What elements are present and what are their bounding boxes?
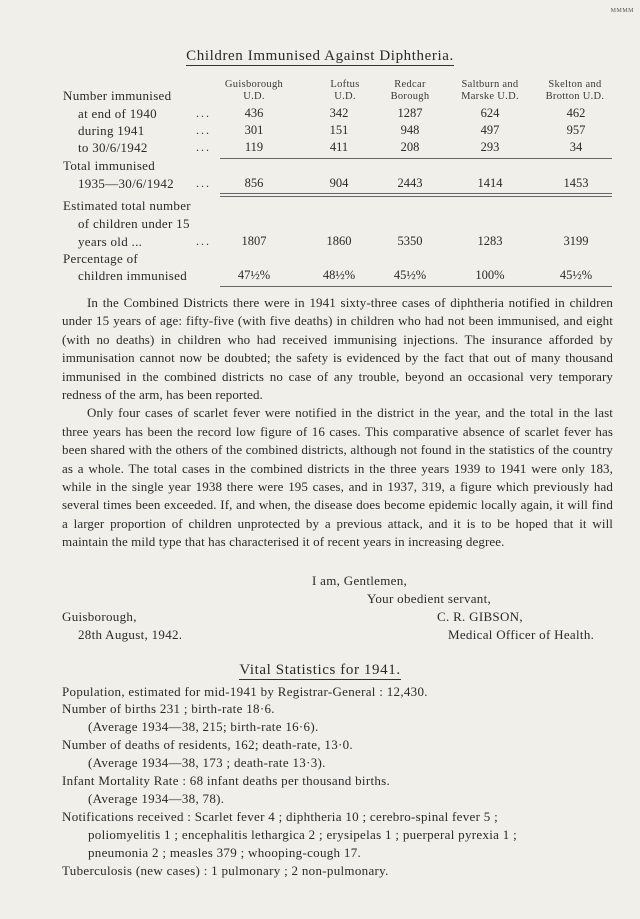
table-cell: 5350 bbox=[397, 234, 423, 248]
table-cell: 208 bbox=[400, 140, 420, 154]
row-dots: ... bbox=[196, 106, 211, 120]
estimated-label-3: years old ... bbox=[78, 234, 143, 249]
table-cell: 342 bbox=[329, 106, 349, 120]
signoff-servant: Your obedient servant, bbox=[367, 591, 492, 606]
table-cell: 3199 bbox=[563, 234, 589, 248]
table-cell: 2443 bbox=[397, 176, 423, 190]
row-dots: ... bbox=[196, 140, 211, 154]
col-header-skelton: Skelton and Brotton U.D. bbox=[545, 79, 605, 102]
row-label-1942: to 30/6/1942 bbox=[78, 140, 148, 155]
table-cell: 1807 bbox=[241, 234, 267, 248]
vital-line: (Average 1934—38, 215; birth-rate 16·6). bbox=[88, 719, 319, 734]
vital-line: (Average 1934—38, 78). bbox=[88, 791, 225, 806]
signoff-title: Medical Officer of Health. bbox=[448, 627, 595, 642]
table-cell: 151 bbox=[329, 123, 349, 137]
table-cell: 462 bbox=[566, 106, 586, 120]
signoff-place: Guisborough, bbox=[62, 609, 137, 624]
vital-line: Number of deaths of residents, 162; death-rate, 13·0. bbox=[62, 737, 353, 752]
row-dots: ... bbox=[196, 176, 211, 190]
row-label-1940: at end of 1940 bbox=[78, 106, 157, 121]
col-header-saltburn: Saltburn and Marske U.D. bbox=[461, 79, 519, 102]
table-cell: 1287 bbox=[397, 106, 423, 120]
row-header: Number immunised bbox=[63, 88, 172, 103]
table-cell: 45½% bbox=[559, 268, 593, 282]
table-cell: 100% bbox=[475, 268, 505, 282]
vital-title: Vital Statistics for 1941. bbox=[239, 662, 401, 678]
row-label-1941: during 1941 bbox=[78, 123, 145, 138]
vital-line: Number of births 231 ; birth-rate 18·6. bbox=[62, 701, 275, 716]
row-dots: ... bbox=[196, 234, 211, 248]
total-label-1: Total immunised bbox=[63, 158, 156, 173]
table-cell: 1283 bbox=[477, 234, 503, 248]
paragraph-scarlet-fever: Only four cases of scarlet fever were notified in the district in the year, and the total in the last three years has been the record low figure of 16 cases. This comparative absence of scarlet fever has been shared with the others of the combined districts, although not found in the statistics of the country as a whole. The total cases in the combined districts in the three years 1939 to 1941 were only 183, while in the single year 1938 there were 195 cases, and in 1937, 319, a figure which previously had several times been exceeded. If, and when, the disease does become epidemic locally again, it will find a larger proportion of children unprotected by a previous attack, and it is to be hoped that it will maintain the mild type that has characterised it of recent years in increasing degree. bbox=[62, 405, 613, 550]
vital-line: poliomyelitis 1 ; encephalitis lethargica 2 ; erysipelas 1 ; puerperal pyrexia 1 ; bbox=[88, 827, 518, 842]
percentage-label-2: children immunised bbox=[78, 268, 188, 283]
vital-line: Infant Mortality Rate : 68 infant deaths per thousand births. bbox=[62, 773, 391, 788]
body-text bbox=[62, 294, 613, 552]
immunised-title: Children Immunised Against Diphtheria. bbox=[186, 48, 454, 64]
table-rule bbox=[220, 286, 612, 287]
table-cell: 624 bbox=[480, 106, 500, 120]
col-header-loftus: Loftus U.D. bbox=[330, 79, 360, 102]
table-cell: 948 bbox=[400, 123, 420, 137]
table-cell: 1414 bbox=[477, 176, 503, 190]
vital-line: pneumonia 2 ; measles 379 ; whooping-cough 17. bbox=[88, 845, 362, 860]
signoff-date: 28th August, 1942. bbox=[78, 627, 183, 642]
vital-line: (Average 1934—38, 173 ; death-rate 13·3). bbox=[88, 755, 326, 770]
table-cell: 497 bbox=[480, 123, 500, 137]
total-label-2: 1935—30/6/1942 bbox=[78, 176, 174, 191]
table-cell: 436 bbox=[244, 106, 264, 120]
percentage-label-1: Percentage of bbox=[63, 251, 138, 266]
table-cell: 119 bbox=[244, 140, 264, 154]
corner-mark: MMMM bbox=[610, 8, 634, 14]
paragraph-diphtheria: In the Combined Districts there were in 1941 sixty-three cases of diphtheria notified in children under 15 years of age: fifty-five (with five deaths) in children who had not been immunised, and eight (with no deaths) in children who had received immunising injections. The insurance afforded by immunisation cannot now be doubted; the safety is evidenced by the fact that out of many thousand immunised in the combined districts no case of any trouble, beyond an occasional very temporary redness of the arm, has been reported. bbox=[62, 295, 613, 403]
col-header-guisborough: Guisborough U.D. bbox=[224, 79, 284, 102]
table-cell: 856 bbox=[244, 176, 264, 190]
table-cell: 1453 bbox=[563, 176, 589, 190]
table-cell: 47½% bbox=[237, 268, 271, 282]
vital-line: Notifications received : Scarlet fever 4 ; diphtheria 10 ; cerebro-spinal fever 5 ; bbox=[62, 809, 499, 824]
table-cell: 957 bbox=[566, 123, 586, 137]
table-cell: 411 bbox=[329, 140, 349, 154]
estimated-label-2: of children under 15 bbox=[78, 216, 190, 231]
table-cell: 904 bbox=[329, 176, 349, 190]
table-cell: 293 bbox=[480, 140, 500, 154]
vital-line: Tuberculosis (new cases) : 1 pulmonary ; 2 non-pulmonary. bbox=[62, 863, 389, 878]
table-cell: 45½% bbox=[393, 268, 427, 282]
table-cell: 34 bbox=[569, 140, 583, 154]
table-cell: 48½% bbox=[322, 268, 356, 282]
table-cell: 301 bbox=[244, 123, 264, 137]
table-rule bbox=[220, 158, 612, 159]
table-double-rule bbox=[220, 193, 612, 197]
signoff-greeting: I am, Gentlemen, bbox=[312, 573, 408, 588]
table-cell: 1860 bbox=[326, 234, 352, 248]
col-header-redcar: Redcar Borough bbox=[390, 79, 430, 102]
row-dots: ... bbox=[196, 123, 211, 137]
vital-line: Population, estimated for mid-1941 by Registrar-General : 12,430. bbox=[62, 684, 428, 699]
estimated-label-1: Estimated total number bbox=[63, 198, 191, 213]
signoff-name: C. R. GIBSON, bbox=[437, 609, 523, 624]
